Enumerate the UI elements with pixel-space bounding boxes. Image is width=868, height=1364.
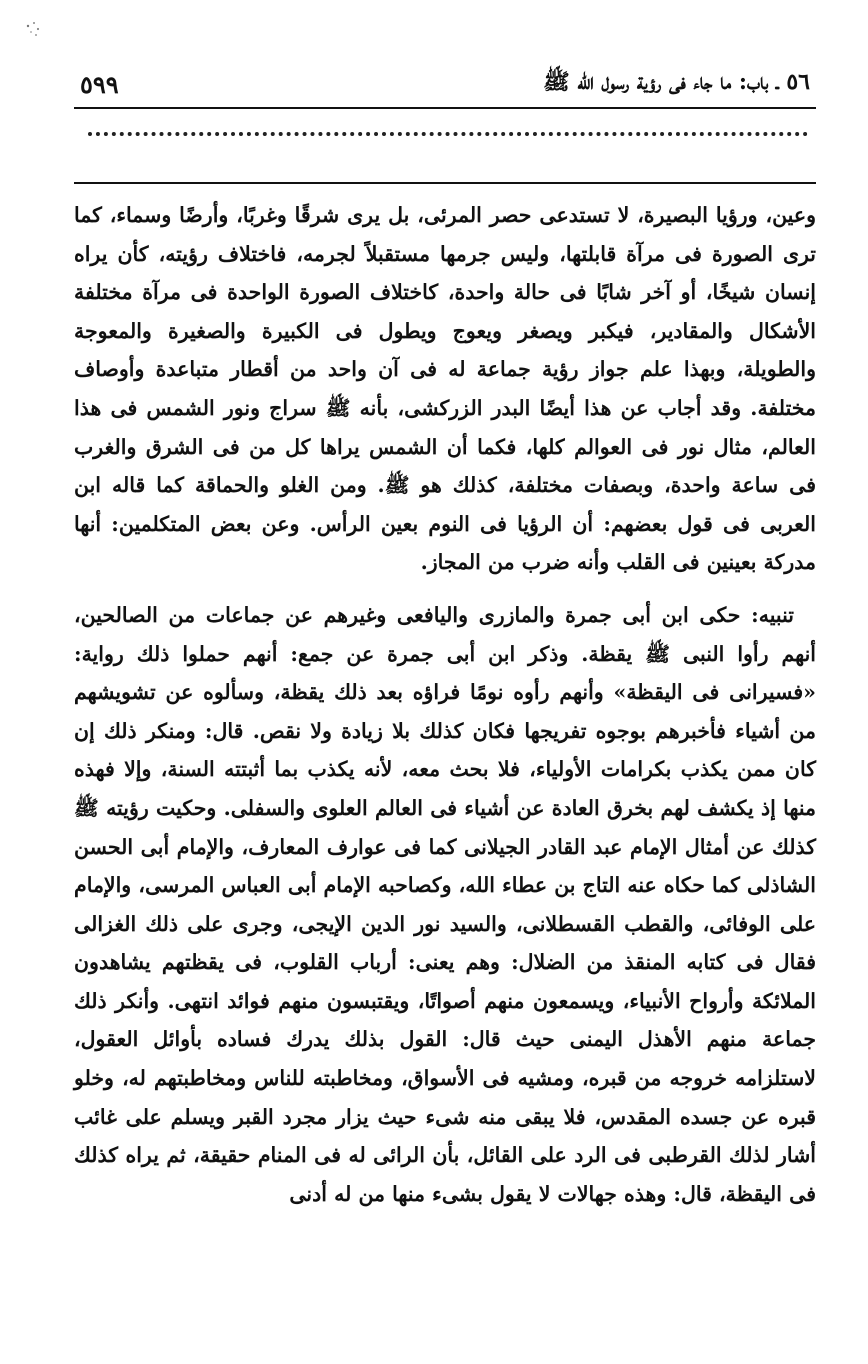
- page-number: ٥٩٩: [80, 69, 119, 99]
- dotted-separator: [88, 132, 808, 136]
- section-rule: [74, 182, 816, 184]
- running-header: [80, 62, 810, 106]
- chapter-title: ٥٦ ـ باب: ما جاء فى رؤية رسول الله ﷺ: [543, 69, 810, 95]
- header-rule: [74, 107, 816, 109]
- body-text: [74, 196, 816, 1213]
- scan-speck-mark: [22, 18, 46, 42]
- paragraph-continuation: وعين، ورؤيا البصيرة، لا تستدعى حصر المرئى، بل يرى شرقًا وغربًا، وأرضًا وسماء، كما ترى الصورة فى مرآة قابلتها، وليس جرمها مستقبلاً لجرمه، فاختلاف رؤيته، كأن يراه إنسان شيخًا، أو آخر شابًا فى حالة واحدة، كاختلاف الصورة الواحدة فى مرآة مختلفة الأشكال والمقادير، فيكبر ويصغر ويعوج ويطول فى الكبيرة والصغيرة والمعوجة والطويلة، وبهذا علم جواز رؤية جماعة له فى آن واحد من أقطار متباعدة وأوصاف مختلفة. وقد أجاب عن هذا أيضًا البدر الزركشى، بأنه ﷺ سراج ونور الشمس فى هذا العالم، مثال نور فى العوالم كلها، فكما أن الشمس يراها كل من فى الشرق والغرب فى ساعة واحدة، وبصفات مختلفة، كذلك هو ﷺ. ومن الغلو والحماقة كما قاله ابن العربى فى قول بعضهم: أن الرؤيا فى النوم بعين الرأس. وعن بعض المتكلمين: أنها مدركة بعينين فى القلب وأنه ضرب من المجاز.: [74, 203, 816, 575]
- paragraph-note: تنبيه: حكى ابن أبى جمرة والمازرى واليافعى وغيرهم عن جماعات من الصالحين، أنهم رأوا النبى ﷺ يقظة. وذكر ابن أبى جمرة عن جمع: أنهم حملوا ذلك رواية: «فسيرانى فى اليقظة» وأنهم رأوه نومًا فراؤه بعد ذلك يقظة، وسألوه عن تشويشهم من أشياء فأخبرهم بوجوه تفريجها فكان كذلك بلا زيادة ولا نقص. قال: ومنكر ذلك إن كان ممن يكذب بكرامات الأولياء، فلا بحث معه، لأنه يكذب بما أثبتته السنة، وإلا فهذه منها إذ يكشف لهم بخرق العادة عن أشياء فى العالم العلوى والسفلى. وحكيت رؤيته ﷺ كذلك عن أمثال الإمام عبد القادر الجيلانى كما فى عوارف المعارف، والإمام أبى الحسن الشاذلى كما حكاه عنه التاج بن عطاء الله، وكصاحبه الإمام أبى العباس المرسى، والإمام على الوفائى، والقطب القسطلانى، والسيد نور الدين الإيجى، وجرى على ذلك الغزالى فقال فى كتابه المنقذ من الضلال: وهم يعنى: أرباب القلوب، فى يقظتهم يشاهدون الملائكة وأرواح الأنبياء، ويسمعون منهم أصواتًا، ويقتبسون منهم فوائد انتهى. وأنكر ذلك جماعة منهم الأهذل اليمنى حيث قال: القول بذلك يدرك فساده بأوائل العقول، لاستلزامه خروجه من قبره، ومشيه فى الأسواق، ومخاطبته للناس ومخاطبتهم له، وخلو قبره عن جسده المقدس، فلا يبقى منه شىء حيث يزار مجرد القبر ويسلم على غائب أشار لذلك القرطبى فى الرد على القائل، بأن الرائى له فى المنام حقيقة، ثم يراه كذلك فى اليقظة، قال: وهذه جهالات لا يقول بشىء منها من له أدنى: [74, 602, 816, 1206]
